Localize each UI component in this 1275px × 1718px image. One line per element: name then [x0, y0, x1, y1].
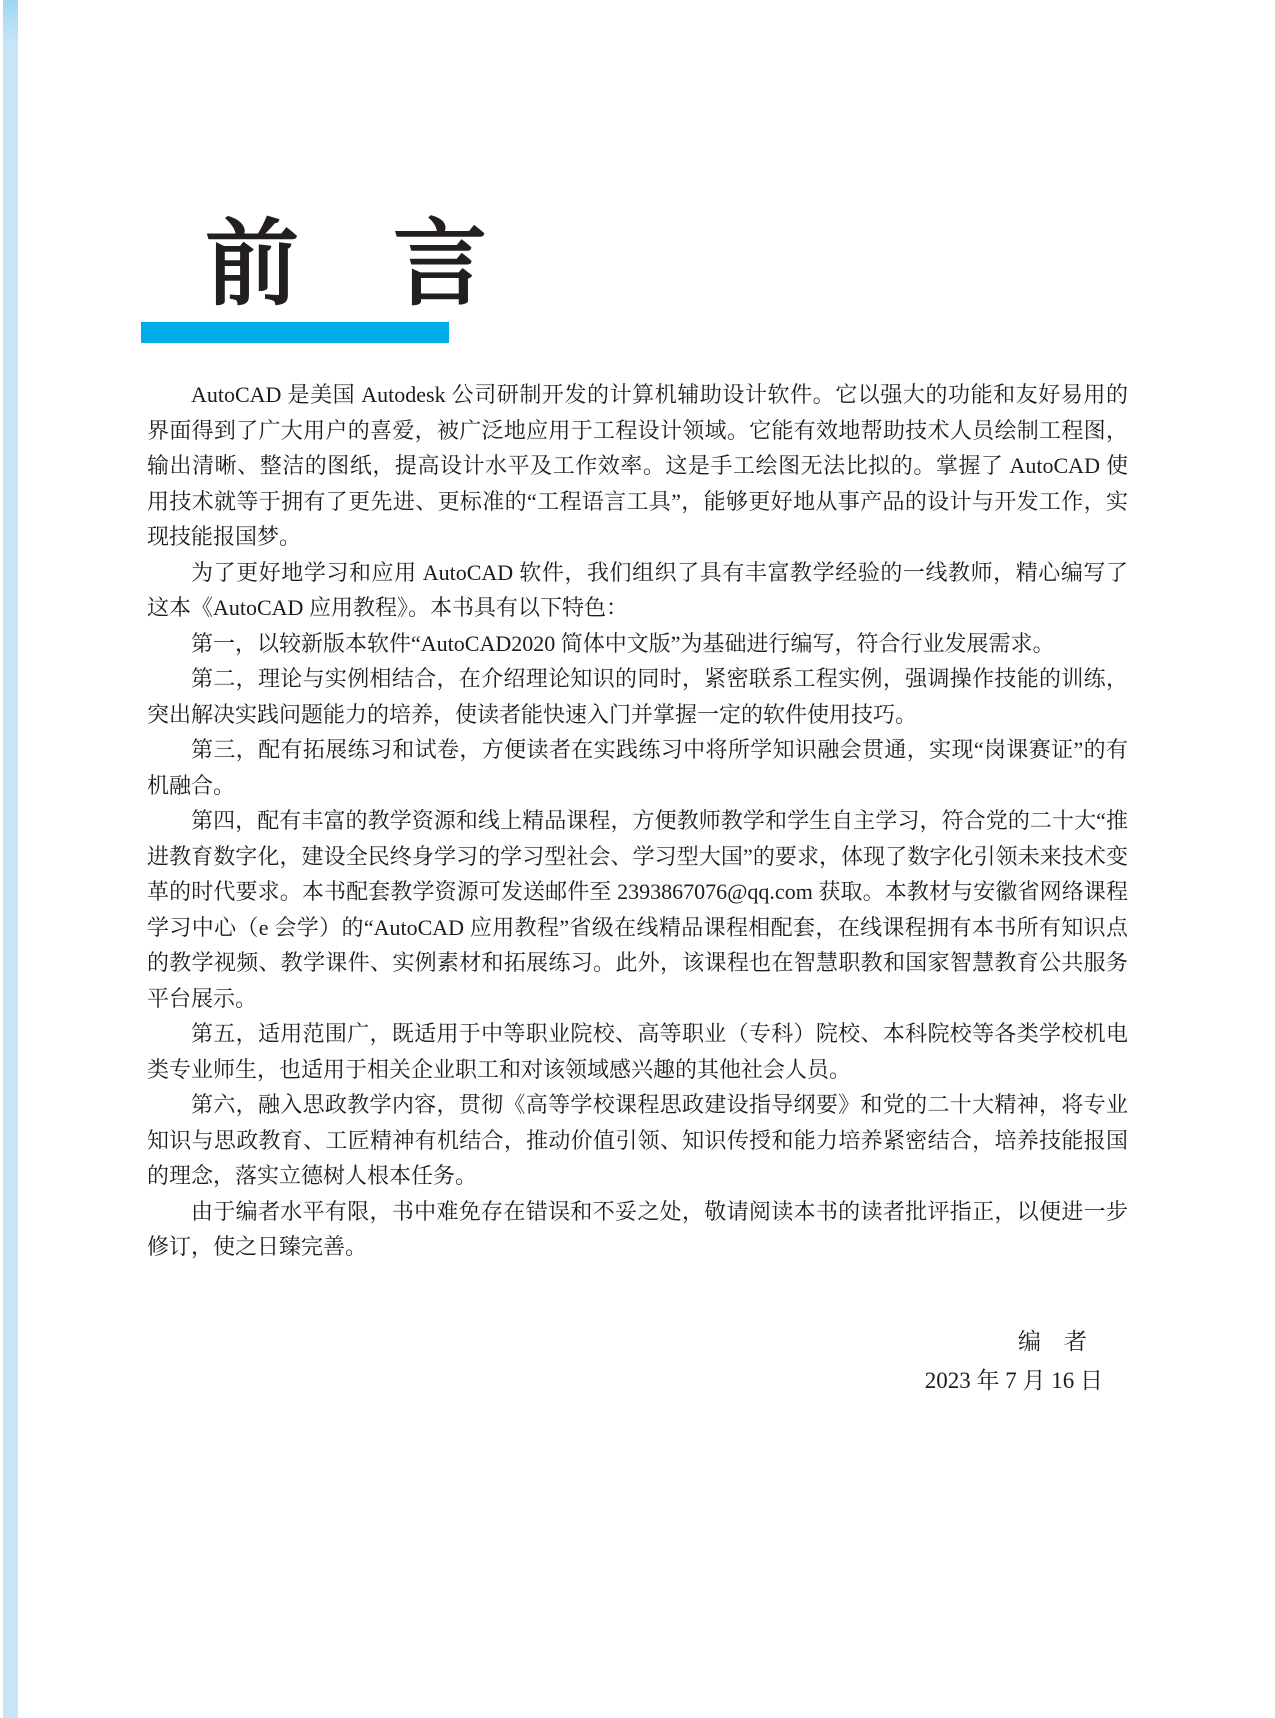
paragraph-feature-1: 第一，以较新版本软件“AutoCAD2020 简体中文版”为基础进行编写，符合行业发展需求。 [191, 630, 1055, 656]
title-block [141, 210, 488, 343]
signature-date: 2023 年 7 月 16 日 [924, 1368, 1103, 1393]
signature-block [925, 1322, 1103, 1400]
author-signature: 编 者 [1018, 1329, 1087, 1354]
paragraph-feature-4: 第四，配有丰富的教学资源和线上精品课程，方便教师教学和学生自主学习，符合党的二十大“推进教育数字化，建设全民终身学习的学习型社会、学习型大国”的要求，体现了数字化引领未来技术变革的时代要求。本书配套教学资源可发送邮件至 2393867076@qq.com 获取。本教材与安徽省网络课程学习中心（e 会学）的“AutoCAD 应用教程”省级在线精品课程相配套，在线课程拥有本书所有知识点的教学视频、教学课件、实例素材和拓展练习。此外，该课程也在智慧职教和国家智慧教育公共服务平台展示。 [147, 808, 1128, 1011]
paragraph-feature-5: 第五，适用范围广，既适用于中等职业院校、高等职业（专科）院校、本科院校等各类学校机电类专业师生，也适用于相关企业职工和对该领域感兴趣的其他社会人员。 [147, 1021, 1128, 1082]
paragraph-closing: 由于编者水平有限，书中难免存在错误和不妥之处，敬请阅读本书的读者批评指正，以便进一步修订，使之日臻完善。 [147, 1198, 1128, 1259]
paragraph-feature-3: 第三，配有拓展练习和试卷，方便读者在实践练习中将所学知识融会贯通，实现“岗课赛证”的有机融合。 [147, 737, 1128, 798]
paragraph-feature-2: 第二，理论与实例相结合，在介绍理论知识的同时，紧密联系工程实例，强调操作技能的训练，突出解决实践问题能力的培养，使读者能快速入门并掌握一定的软件使用技巧。 [147, 666, 1128, 727]
title-accent-bar [141, 322, 449, 343]
paragraph-purpose: 为了更好地学习和应用 AutoCAD 软件，我们组织了具有丰富教学经验的一线教师，精心编写了这本《AutoCAD 应用教程》。本书具有以下特色： [147, 559, 1128, 620]
paragraph-feature-6: 第六，融入思政教学内容，贯彻《高等学校课程思政建设指导纲要》和党的二十大精神，将专业知识与思政教育、工匠精神有机结合，推动价值引领、知识传授和能力培养紧密结合，培养技能报国的理念，落实立德树人根本任务。 [147, 1092, 1128, 1188]
page-title: 前 言 [205, 210, 488, 319]
decorative-left-bar [3, 0, 18, 1718]
paragraph-intro: AutoCAD 是美国 Autodesk 公司研制开发的计算机辅助设计软件。它以强大的功能和友好易用的界面得到了广大用户的喜爱，被广泛地应用于工程设计领域。它能有效地帮助技术人员绘制工程图，输出清晰、整洁的图纸，提高设计水平及工作效率。这是手工绘图无法比拟的。掌握了 AutoCAD 使用技术就等于拥有了更先进、更标准的“工程语言工具”，能够更好地从事产品的设计与开发工作，实现技能报国梦。 [147, 382, 1128, 549]
preface-body [147, 377, 1128, 1265]
